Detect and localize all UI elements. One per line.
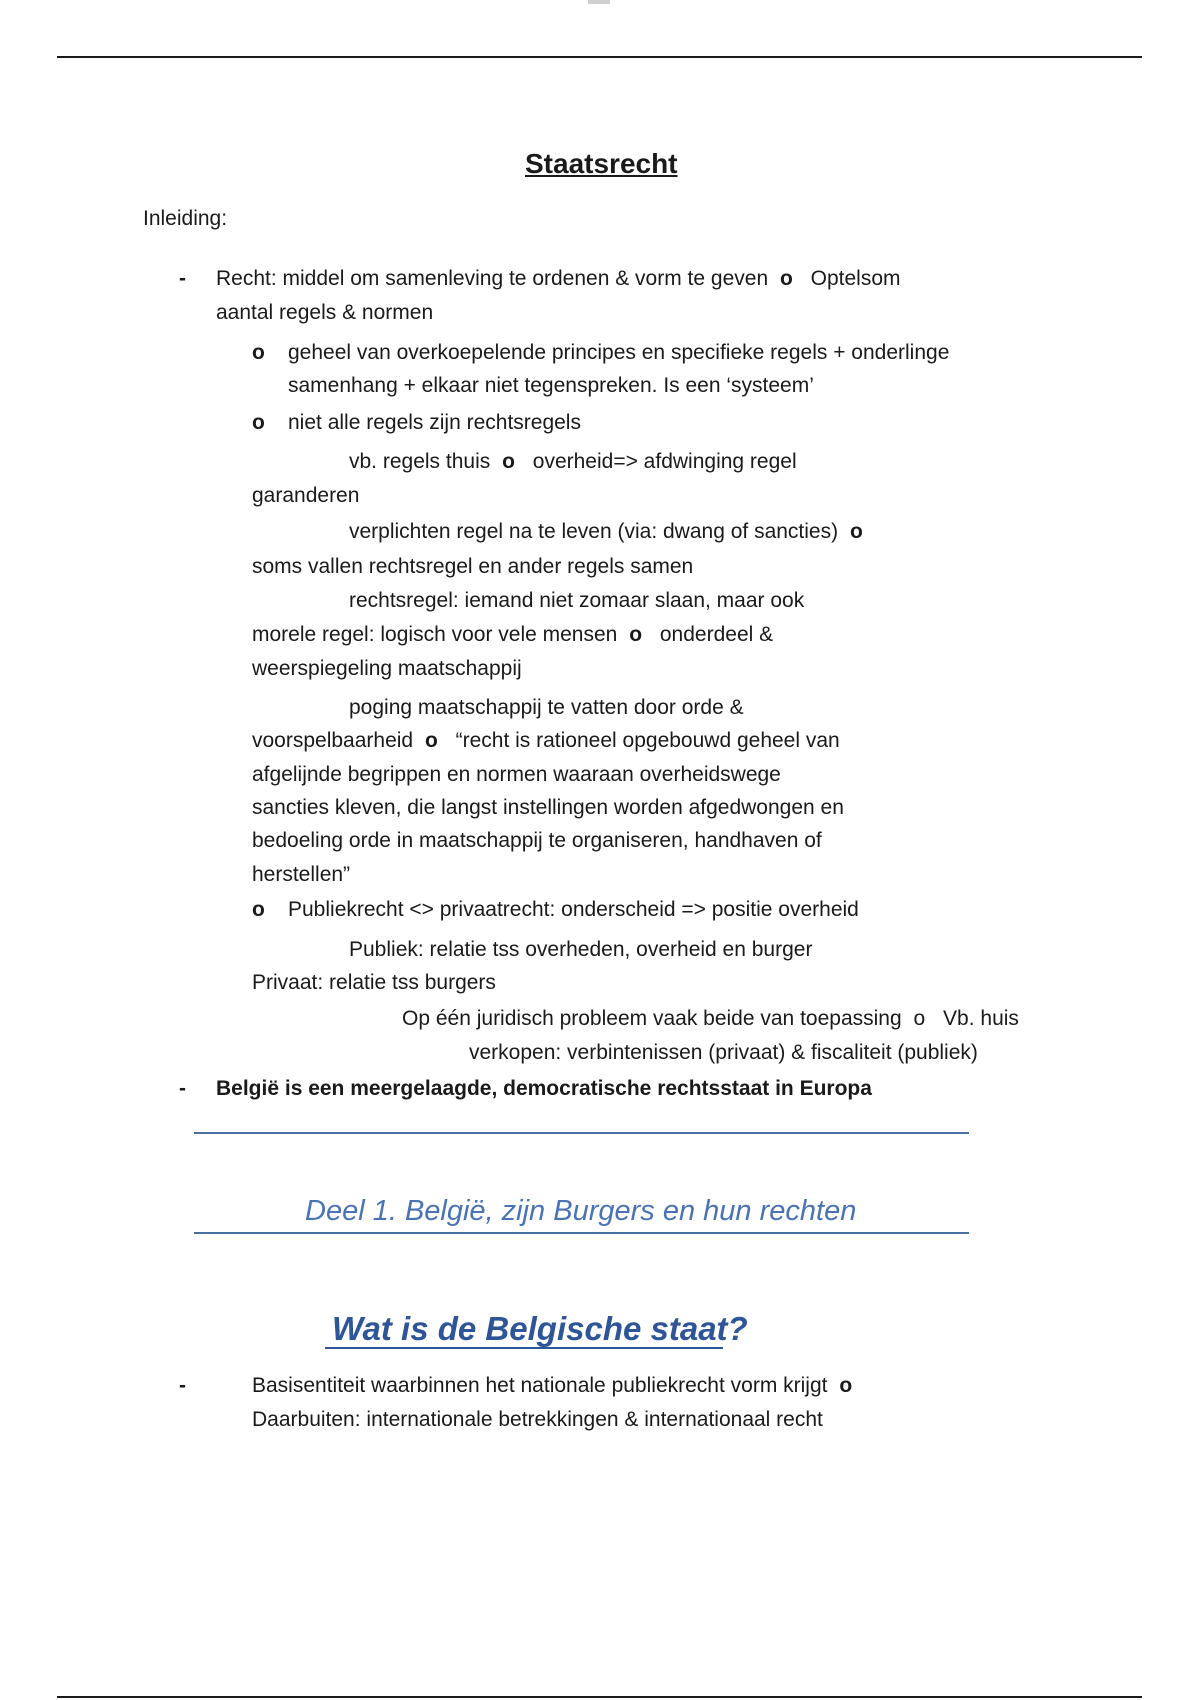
text-line: Privaat: relatie tss burgers [252,971,496,994]
text-line: poging maatschappij te vatten door orde & [349,696,744,719]
text-line: geheel van overkoepelende principes en specifieke regels + onderlinge [288,341,950,364]
text-line: Basisentiteit waarbinnen het nationale publiekrecht vorm krijgt o [252,1374,853,1397]
text-line: verplichten regel na te leven (via: dwang of sancties) o [349,520,863,543]
text-line: sancties kleven, die langst instellingen worden afgedwongen en [252,796,844,819]
intro-label: Inleiding: [143,207,228,230]
text-line: rechtsregel: iemand niet zomaar slaan, maar ook [349,589,805,612]
text-line: morele regel: logisch voor vele mensen o onderdeel & [252,623,774,646]
header-rule [57,56,1142,58]
text-line: Daarbuiten: internationale betrekkingen & internationaal recht [252,1408,823,1431]
text-line: Recht: middel om samenleving te ordenen & vorm te geven o Optelsom [216,267,901,290]
text-line: aantal regels & normen [216,301,434,324]
deel-top-rule [194,1132,969,1134]
page-top-marker [588,0,610,4]
section-heading: Wat is de Belgische staat? [332,1310,748,1347]
bullet-dash: - [179,1374,186,1397]
section-heading-underline [325,1347,723,1349]
text-line: Op één juridisch probleem vaak beide van toepassing o Vb. huis [402,1007,1019,1030]
text-line: bedoeling orde in maatschappij te organiseren, handhaven of [252,829,822,852]
footer-rule [57,1696,1142,1698]
deel-bottom-rule [194,1232,969,1234]
bold-statement: België is een meergelaagde, democratische rechtsstaat in Europa [216,1077,872,1100]
text-line: Publiek: relatie tss overheden, overheid en burger [349,938,813,961]
text-line: vb. regels thuis o overheid=> afdwinging regel [349,450,797,473]
sub-bullet: o [252,898,265,921]
page-title: Staatsrecht [525,148,678,179]
sub-bullet: o [252,411,265,434]
text-line: garanderen [252,484,360,507]
text-line: voorspelbaarheid o “recht is rationeel opgebouwd geheel van [252,729,840,752]
text-line: verkopen: verbintenissen (privaat) & fiscaliteit (publiek) [469,1041,978,1064]
text-line: niet alle regels zijn rechtsregels [288,411,581,434]
bullet-dash: - [179,267,186,290]
text-line: soms vallen rechtsregel en ander regels samen [252,555,694,578]
bullet-dash: - [179,1077,186,1100]
text-line: afgelijnde begrippen en normen waaraan overheidswege [252,763,781,786]
text-line: herstellen” [252,863,351,886]
text-line: Publiekrecht <> privaatrecht: onderscheid => positie overheid [288,898,859,921]
text-line: weerspiegeling maatschappij [252,657,522,680]
text-line: samenhang + elkaar niet tegenspreken. Is een ‘systeem’ [288,374,814,397]
part-heading: Deel 1. België, zijn Burgers en hun rechten [305,1195,857,1227]
sub-bullet: o [252,341,265,364]
